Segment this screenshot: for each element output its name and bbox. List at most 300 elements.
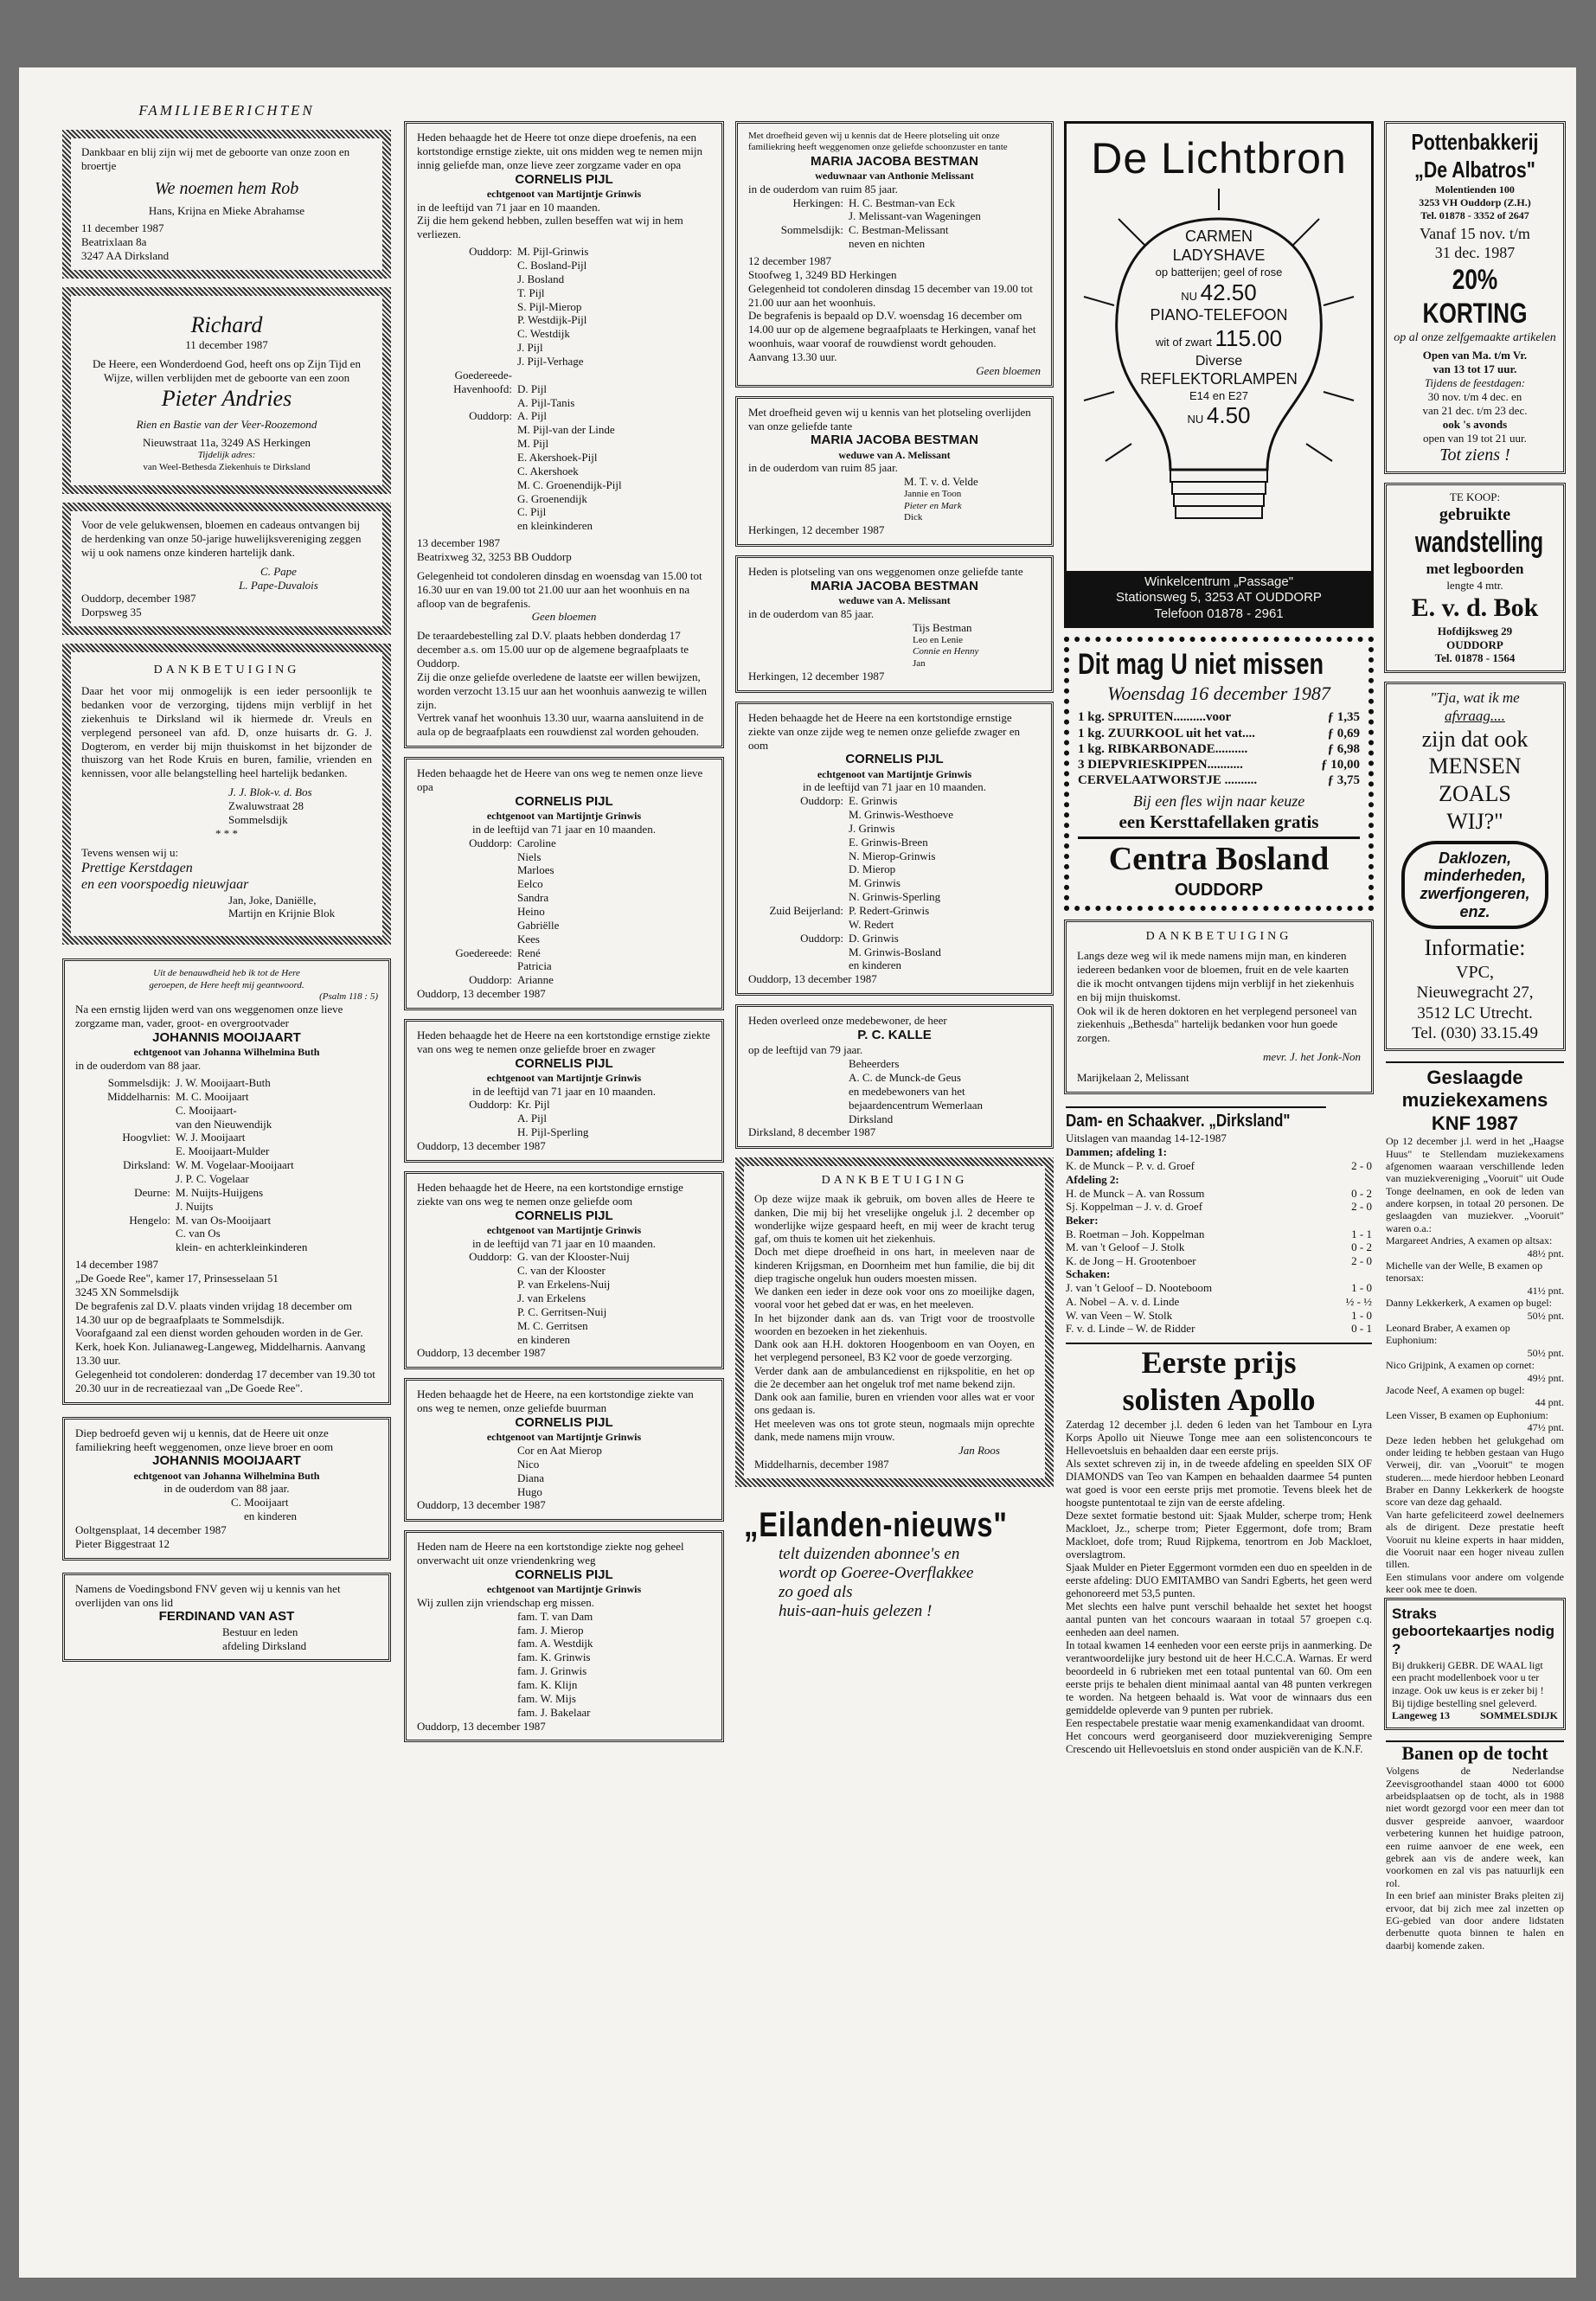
age: in de leeftijd van 71 jaar en 10 maanden. [472,1084,656,1098]
text: Volgens de Nederlandse Zeevisgroothandel staan 4000 tot 6000 arbeidsplaatsen op de tocht, als in 1988 niet wordt gezorgd voor een meer dan tot dusver gespreide aanvoer, waardoor verbetering kunnen het huidige patroon, een ruime aanvoer de ene week, een gebrek aan vis de andere week, kan voorkomen en zal vis pas natuurlijk een rol. In een brief aan minister Braks pleiten zij ervoor, dat bij zich mee zal inzetten op EG-gebied van door andere lidstaten derbenutte quota binnen te halen en daarbij komende zaken. [1386,1765,1564,1952]
place: Ouddorp: [469,1250,512,1264]
ad-te-koop-wandstelling [1384,483,1566,673]
thanks-jonk [1064,920,1374,1094]
article-dammen [1064,1103,1374,1339]
item: K. de Munck – P. v. d. Groef [1066,1158,1195,1172]
name: M. Nuijts-Huijgens [176,1185,264,1199]
article-muziekexamens [1384,1060,1566,1598]
deceased-name: MARIA JACOBA BESTMAN [811,153,978,169]
family-row [417,1610,711,1624]
family-row [748,196,1041,210]
shop-title: Pottenbakkerij [1411,129,1539,155]
period: 31 dec. 1987 [1434,244,1516,262]
deceased-name: JOHANNIS MOOIJAART [152,1030,301,1046]
place [417,1319,517,1333]
name: M. C. Gerritsen [517,1318,588,1332]
name: Kees [517,932,540,945]
seller: E. v. d. Bok [1411,593,1539,623]
text: De Heere, een Wonderdoend God, heeft ons op Zijn Tijd en Wijze, willen verblijden met de geboorte van een zoon [93,357,361,384]
address: Pieter Biggestraat 12 [75,1536,170,1550]
name: J. Grinwis [849,821,895,835]
score: 41½ pnt. [1527,1284,1564,1297]
family-list [417,836,711,987]
shop-title: De Lichtbron [1091,134,1347,183]
name: Arianne [517,973,554,987]
obituary-mooijaart-2 [62,1417,391,1561]
text: Heden nam de Heere na een kortstondige ziekte nog geheel onverwacht uit onze vriendenkring weg [417,1540,684,1567]
quote: ZOALS [1439,781,1511,807]
place: Havenhoofd: [453,381,512,395]
note: Geen bloemen [531,610,597,624]
deceased-name: CORNELIS PIJL [515,1415,613,1430]
deceased-name: CORNELIS PIJL [515,1567,613,1582]
place [417,423,517,437]
age: in de leeftijd van 71 jaar en 10 maanden. [803,780,986,794]
place [417,478,517,492]
place [417,1471,517,1485]
score: 50½ pnt. [1527,1309,1564,1322]
spouse: echtgenoot van Martijntje Grinwis [486,1431,642,1444]
label: Informatie: [1424,935,1526,961]
text: Tevens wensen wij u: [81,845,179,859]
heading: DANKBETUIGING [821,1174,968,1188]
name: klein- en achterkleinkinderen [176,1240,308,1254]
name: J. Pijl [517,341,543,355]
text: wordt op Goeree-Overflakkee [779,1563,974,1582]
place: Ouddorp: [469,836,512,849]
item: Sj. Koppelman – J. v. d. Groef [1066,1200,1203,1214]
family-row [417,1692,711,1706]
temp-address: van Weel-Bethesda Ziekenhuis te Dirksland [143,461,311,472]
ad-vpc [1384,682,1566,1051]
text: Gelegenheid tot condoleren dinsdag en woensdag van 15.00 tot 16.30 uur en van 19.00 tot 21.00 uur aan het woonhuis en na afloop van de begrafenis. [417,568,702,610]
place [748,918,849,932]
deceased-name: MARIA JACOBA BESTMAN [811,433,978,448]
family-row [75,1104,378,1118]
result: Margareet Andries, A examen op altsax: [1386,1234,1553,1247]
obituary-bestman-2 [735,396,1054,547]
name: Eelco [517,877,543,891]
text: Op 12 december j.l. werd in het „Haagse Huus" te Stellendam muziekexamens afgenomen waaraan verschillende leden van muziekvereniging „Vooruit" uit Oude Tonge deelnamen, en ook de leden van andere korpsen, in totaal 20 personen. De geslaagden van muziekver. „Vooruit" waren o.a.: [1386,1135,1564,1234]
signature: L. Pape-Duvalois [239,578,318,592]
place: Dirksland: [123,1158,170,1172]
item: H. de Munck – A. van Rossum [1066,1186,1205,1200]
family-row [417,863,711,877]
name: M. Grinwis-Bosland [849,945,941,958]
title: Eerste prijs [1066,1343,1372,1381]
family-row [417,1471,711,1485]
name: N. Mierop-Grinwis [849,849,936,862]
ad-pottenbakkerij-albatros [1384,121,1566,474]
name: J. Melissant-van Wageningen [849,209,981,223]
place [417,465,517,478]
name: M. Pijl-Grinwis [517,245,589,259]
text: Zaterdag 12 december j.l. deden 6 leden van het Tambour en Lyra Korps Apollo uit Nieuwe Tonge mee aan een solistenconcours te Hellevoetsluis en behaalden daar een eerste prijs. Als sextet schreven zij in, in de tweede afdeling en speelden SIX OF DIAMONDS van Teo van Kampen en behaalden daarmee 54 punten wat goed is voor een eerste prijs met promotie. Tevens bleek het de hoogste puntentotaal te zijn van de eerste afdeling. Deze sextet formatie bestond uit: Sjaak Mulder, scherpe trom; Henk Mackloet, Jz., scherpe trom; Pieter Eggermont, dofe trom; Bram Mackloet, dofe trom; Ruud Rijpkema, tenortrom en Job Mackloet, overslagtrom. Sjaak Mulder en Pieter Eggermont vormden een duo en speelden in de eerste afdeling: DUO EMITAMBO van Sandri Egberts, het geen werd gehonoreerd met 53,5 punten. Met slechts een halve punt verschil behaalde het sextet het hoogst aantal punten van het concours waaraan in totaal 57 groepen c.q. eenheden aan deel namen. In totaal kwamen 14 eenheden voor een eerste prijs in aanmerking. De verantwoordelijke jury bestond uit de heer H.C.C.A. Warnas. Er werd beoordeeld in 6 rubrieken met een totaal puntental van 60. Om een eerste prijs te behalen dient minimaal aantal van 48 punten verkregen te worden. Na hetgeen behaald is. Wat voor de winnaars dus een gemiddelde opleverde van 9 punten per rubriek. Een respectabele prestatie waar menig examenkandidaat van droomt. Het concours werd georganiseerd door muziekvereniging Sempre Crescendo uit Hellevoetsluis en stond onder auspiciën van de K.N.F. [1066,1419,1372,1756]
text: Dankbaar en blij zijn wij met de geboorte van onze zoon en broertje [81,145,350,172]
place [748,876,849,890]
item: 1 kg. ZUURKOOL uit het vat.... [1078,726,1256,740]
postcode: 3247 AA Dirksland [81,248,170,262]
article-apollo [1064,1339,1374,1759]
text: Voorafgaand zal een dienst worden gehouden worden in de Ger. Kerk, hoek Kon. Julianaweg-Langeweg, Middelharnis. Aanvang 13.30 uur. [75,1326,366,1368]
result-row [1066,1240,1372,1254]
place-date: Ouddorp, 13 december 1987 [748,972,877,986]
family-row [748,932,1041,945]
signature: Jan [913,657,926,669]
text: De begrafenis is bepaald op D.V. woensdag 16 december om 14.00 uur op de algemene begraafplaats te Herkingen, vanaf het woonhuis, waar vooraf de rouwdienst wordt gehouden. [748,309,1036,350]
note: op al onze zelfgemaakte artikelen [1394,331,1556,345]
address: Zwaluwstraat 28 [228,799,304,813]
product: wandstelling [1414,526,1544,560]
value: 2 - 0 [1351,1200,1372,1214]
note: Geen bloemen [976,363,1041,377]
score: 50½ pnt. [1527,1346,1564,1359]
obituary-mooijaart [62,958,391,1404]
family-row [417,1319,711,1333]
item: 1 kg. RIBKARBONADE.......... [1078,741,1248,756]
date: Woensdag 16 december 1987 [1107,683,1330,705]
hours: 30 nov. t/m 4 dec. en [1427,389,1522,403]
family-row [75,1131,378,1144]
signature: afdeling Dirksland [222,1638,307,1652]
text: Aanvang 13.30 uur. [748,350,837,364]
place [417,437,517,451]
place [417,1292,517,1305]
spouse: echtgenoot van Martijntje Grinwis [486,187,642,200]
name: G. Groenendijk [517,491,587,505]
family-row [417,313,711,327]
family-list [417,1610,711,1720]
child-name: We noemen hem Rob [154,178,299,198]
text: Langs deze weg wil ik mede namens mijn man, en kinderen iedereen bedanken voor de bloemen, fruit en de vele kaarten die ik mocht ontvangen tijdens mijn verblijf in het ziekenhuis en bij mijn thuiskomst. Ook wil ik de heren doktoren en het verplegend personeel van ziekenhuis „Bethesda" hartelijk bedanken voor hun goede zorgen. [1077,949,1357,1045]
town: OUDDORP [1174,880,1264,900]
result-row [1078,757,1360,772]
family-row [417,973,711,987]
result-row [1078,741,1360,757]
obituary-pijl-5 [404,1378,724,1522]
value: 1 - 1 [1351,1227,1372,1240]
name: C. van Os [176,1227,221,1240]
item: 3 DIEPVRIESKIPPEN........... [1078,758,1243,772]
obituary-kalle [735,1004,1054,1149]
family-row [748,918,1041,932]
price-label: wit of zwart [1155,336,1212,349]
thanks-pape [62,503,391,635]
place [417,891,517,905]
text: Heden behaagde het de Heere tot onze diepe droefenis, na een kortstondige ernstige ziekte, uit ons midden weg te nemen mijn innig geliefde man, onze lieve zeer zorgzame vader en opa [417,131,702,171]
place-date: Dirksland, 8 december 1987 [748,1125,876,1139]
age: in de ouderdom van ruim 85 jaar. [748,461,898,475]
age: in de ouderdom van 88 jaar. [163,1482,290,1496]
value: 0 - 1 [1351,1322,1372,1336]
place-date: Ouddorp, 13 december 1987 [417,1719,546,1733]
closing: Tot ziens ! [1439,445,1510,465]
name: Gabriëlle [517,918,560,932]
postcode: 3245 XN Sommelsdijk [75,1285,179,1298]
deceased-name: CORNELIS PIJL [515,793,613,809]
quote: "Tja, wat ik me [1430,689,1520,707]
place [417,1485,517,1499]
name: Sandra [517,891,549,905]
date: 13 december 1987 [417,536,501,550]
discount: 20% KORTING [1422,264,1528,330]
results [1066,1227,1372,1268]
family-row [748,1099,1041,1112]
obituary-pijl-7 [735,702,1054,996]
family-row [417,478,711,492]
shop-footer [1067,571,1371,625]
obituary-bestman-1 [735,121,1054,388]
place [417,313,517,327]
address: 3512 LC Utrecht. [1417,1003,1533,1022]
name: J. Nuijts [176,1199,214,1213]
age: in de leeftijd van 71 jaar en 10 maanden. [417,200,600,214]
place [417,272,517,286]
family-row [417,1278,711,1292]
place [417,341,517,355]
text: met legboorden [1426,561,1524,578]
text: Heden behaagde het de Heere van ons weg te nemen onze lieve opa [417,766,703,794]
text: Met droefheid geven wij u kennis van het plotseling overlijden van onze geliefde tante [748,405,1031,433]
hours: Open van Ma. t/m Vr. [1422,349,1528,362]
ad-geboortekaartjes [1384,1598,1566,1730]
family-row [748,794,1041,808]
family-row [748,822,1041,836]
result-row [1078,772,1360,788]
family-row [417,959,711,973]
text: De teraardebestelling zal D.V. plaats hebben donderdag 17 december a.s. om 15.00 uur op de algemene begraafplaats te Ouddorp. [417,629,689,670]
item: M. van 't Geloof – J. Stolk [1066,1240,1185,1254]
name: P. van Erkelens-Nuij [517,1278,611,1292]
place [748,209,849,223]
text: Bij drukkerij GEBR. DE WAAL ligt een pracht modellenboek voor u ter inzage. Ook uw keus is er zeker bij ! Bij tijdige bestelling snel geleverd. [1392,1658,1544,1709]
result: Nico Grijpink, A examen op cornet: [1386,1359,1535,1372]
name: J. van Erkelens [517,1291,586,1304]
family-row [417,1485,711,1499]
name: C. Bestman-Melissant [849,223,949,237]
family-row [75,1076,378,1090]
place [748,822,849,836]
quote: zijn dat ook [1421,726,1529,752]
place: Herkingen: [792,195,843,209]
name: S. Pijl-Mierop [517,299,582,313]
result: Leen Visser, B examen op Euphonium: [1386,1408,1548,1421]
family-row [75,1090,378,1104]
name: E. Mooijaart-Mulder [176,1144,270,1158]
family-row [75,1144,378,1158]
text: telt duizenden abonnee's en [779,1544,960,1563]
item: 1 kg. SPRUITEN..........voor [1078,710,1232,725]
text: Heden behaagde het de Heere, na een kortstondige ziekte van ons weg te nemen, onze geliefde buurman [417,1388,694,1415]
signature: C. Mooijaart [231,1496,289,1509]
price-row [1067,325,1371,353]
price-label: NU [1187,413,1204,426]
text: Heden behaagde het de Heere na een kortstondige ernstige ziekte van ons weg te nemen onze geliefde broer en zwager [417,1028,710,1055]
place-date: Ouddorp, 13 december 1987 [417,1498,546,1512]
badge-text: minderheden, [1423,867,1527,885]
deceased-name: CORNELIS PIJL [515,1055,613,1071]
name: J. Bosland [517,272,565,285]
name: bejaardencentrum Wemerlaan [849,1098,983,1112]
family-row [748,1085,1041,1099]
name: M. C. Groenendijk-Pijl [517,478,622,491]
family-row [75,1186,378,1200]
obituary-pijl-2 [404,757,724,1010]
place [417,1458,517,1471]
newspaper-page [19,67,1576,2278]
title: „Eilanden-nieuws" [744,1505,1008,1544]
obituary-pijl-1 [404,121,724,748]
family-row [417,1112,711,1125]
place [417,1610,517,1624]
text: Op deze wijze maak ik gebruik, om boven alles de Heere te danken, Die mij bij het vreselijke ongeluk j.l. 2 december op wonderlijke wijze gespaard heeft, en mij weer de kracht terug gaf, om thuis te komen uit het ziekenhuis. Doch met diepe droefheid in ons hart, in meeleven naar de kinderen Krijgsman, en Doornheim met hun familie, die bij dit diep tragische ongeluk hun ouders moesten missen. We danken een ieder in deze ook voor ons zo moeilijke dagen, vooral voor het gebed dat er was, en het meeleven. In het bijzonder dank aan ds. van Trigt voor de troostvolle woorden en bezoeken in het ziekenhuis. Dank ook aan H.H. doktoren Hoogenboom en van Ooyen, en het verplegend personeel, B3 K2 voor de goede verzorging. Verder dank aan de ambulancedienst en rijkspolitie, en het op die 2e december aan het ongeluk trof met name bekend zijn. Dank ook aan familie, buren en vrienden voor alles wat er voor ons gedaan is. Het meeleven was ons tot grote steun, nogmaals mijn oprechte dank, mede namens mijn vrouw. [754,1193,1035,1443]
name: E. Grinwis [849,794,898,808]
phone: Telefoon 01878 - 2961 [1154,606,1284,621]
place [748,1057,849,1071]
text: Heden is plotseling van ons weggenomen onze geliefde tante [748,565,1023,579]
name: Diana [517,1471,545,1484]
address: Marijkelaan 2, Melissant [1077,1071,1189,1085]
result: Danny Lekkerkerk, A examen op bugel: [1386,1297,1552,1310]
place [417,300,517,314]
name: J. W. Mooijaart-Buth [176,1075,271,1089]
results [1066,1187,1372,1214]
family-list [748,794,1041,972]
family-row [75,1227,378,1240]
name: N. Grinwis-Sperling [849,890,941,904]
quote-ref: (Psalm 118 : 5) [319,991,378,1003]
place [75,1200,176,1214]
title: Straks geboortekaartjes nodig ? [1392,1605,1554,1658]
family-row [417,355,711,369]
product: CARMEN [1184,228,1253,245]
name: en medebewoners van het [849,1084,965,1098]
text: Heden overleed onze medebewoner, de heer [748,1014,947,1028]
result: Jacode Neef, A examen op bugel: [1386,1383,1525,1396]
place-date: Ouddorp, 13 december 1987 [417,1346,546,1360]
place [748,958,849,972]
place [417,1333,517,1347]
column-5 [1384,121,1566,1953]
product: REFLEKTORLAMPEN [1140,369,1298,388]
phone: Tel. (030) 33.15.49 [1412,1023,1538,1042]
wish: Prettige Kerstdagen [81,860,193,875]
place [417,355,517,369]
place [417,959,517,973]
address: Nieuwegracht 27, [1416,984,1534,1003]
result-row [1078,726,1360,741]
price-label: NU [1181,289,1198,303]
name: D. Grinwis [849,931,899,945]
badge-text: enz. [1459,902,1490,920]
name: Hugo [517,1484,542,1498]
place [417,1125,517,1139]
label: TE KOOP: [1449,490,1501,503]
text: De begrafenis zal D.V. plaats vinden vrijdag 18 december om 14.30 uur op de begraafplaats te Sommelsdijk. [75,1298,352,1326]
name: van den Nieuwendijk [176,1117,272,1131]
family-row [417,327,711,341]
family-row [75,1172,378,1186]
result-row [1066,1254,1372,1268]
name: neven en nichten [849,237,926,251]
section: Dammen; afdeling 1: [1066,1144,1167,1158]
family-row [748,904,1041,918]
name: fam. K. Grinwis [517,1650,591,1664]
place [417,919,517,933]
result-row [1066,1187,1372,1201]
column-4 [1064,121,1374,1759]
hours: open van 19 tot 21 uur. [1423,431,1527,445]
family-row [417,259,711,272]
place-date: Ouddorp, 13 december 1987 [417,987,546,1001]
signature: mevr. J. het Jonk-Non [1263,1050,1361,1064]
address: Molentienden 100 [1435,183,1515,196]
thanks-roos [735,1157,1054,1487]
family-row [417,519,711,533]
family-row [417,465,711,478]
family-row [417,1098,711,1112]
place [748,945,849,959]
place [748,1099,849,1112]
name: J. P. C. Vogelaar [176,1171,249,1185]
place [417,519,517,533]
parents: Rien en Bastie van der Veer-Roozemond [136,417,317,431]
place [748,237,849,251]
place: Sommelsdijk: [107,1075,170,1089]
child-name: Richard [190,311,263,337]
family-list [748,196,1041,251]
family-row [748,1071,1041,1085]
place [417,505,517,519]
result-row [1066,1281,1372,1295]
names: Martijn en Krijnie Blok [228,907,336,920]
text: Zij die onze geliefde overledene de laatste eer willen bewijzen, worden verzocht 13.15 uur aan het woonhuis aanwezig te willen zijn. [417,670,708,711]
name: René [517,945,541,959]
place: Hoogvliet: [122,1131,170,1144]
family-row [417,1458,711,1471]
birth-announcement-richard [62,287,391,495]
family-row [748,209,1041,223]
town: Sommelsdijk [228,812,288,826]
place [75,1227,176,1240]
hours: Tijdens de feestdagen: [1424,376,1526,390]
text: Zij die hem gekend hebben, zullen beseffen wat wij in hem verliezen. [417,214,683,241]
section: Afdeling 2: [1066,1172,1119,1186]
family-row [748,836,1041,849]
shop-name: Centra Bosland [1078,836,1360,879]
family-row [75,1214,378,1227]
spouse: echtgenoot van Martijntje Grinwis [817,767,972,780]
name: A. Pijl [517,1112,547,1125]
spouse: weduwe van A. Melissant [838,594,951,607]
badge-text: Daklozen, [1438,849,1512,867]
family-list [417,1098,711,1139]
family-row [748,237,1041,251]
name: en kinderen [849,958,902,972]
quote: MENSEN [1428,753,1522,779]
place-date: Herkingen, 12 december 1987 [748,669,885,683]
name: Beheerders [849,1057,900,1071]
title: Dam- en Schaakver. „Dirksland" [1066,1106,1326,1131]
value: 0 - 2 [1351,1186,1372,1200]
town: OUDDORP [1446,638,1503,651]
name: D. Mierop [849,862,896,876]
address: Beatrixweg 32, 3253 BB Ouddorp [417,549,572,563]
value: ƒ 10,00 [1321,758,1360,772]
family-list [417,1250,711,1346]
text: Gelegenheid tot condoleren dinsdag 15 december van 19.00 tot 21.00 uur aan het woonhuis. [748,281,1033,309]
name: G. van der Klooster-Nuij [517,1250,630,1264]
